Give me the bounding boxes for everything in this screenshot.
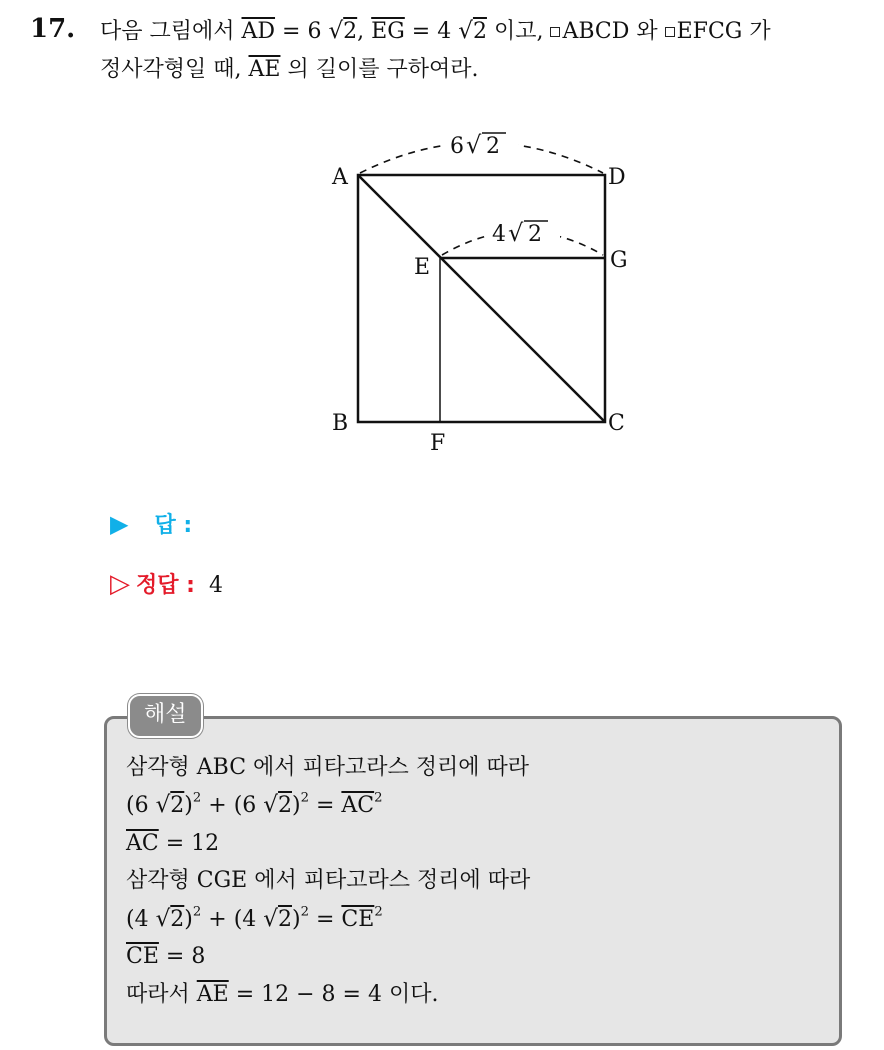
point-label-a: A — [332, 165, 348, 190]
expr-part: = 12 — [158, 831, 220, 856]
exponent: 2 — [374, 904, 383, 920]
square-abcd: ABCD — [562, 19, 630, 44]
correct-answer-value: 4 — [208, 573, 223, 598]
solution-line-4: 삼각형 CGE 에서 피타고라스 정리에 따라 — [126, 868, 531, 893]
segment-ac: $\overline{AC}$ — [126, 831, 159, 856]
segment-ce: $\overline{CE}$ — [126, 944, 159, 969]
expr-part: ) — [292, 907, 301, 932]
correct-arrow-icon: ▷ — [110, 569, 130, 599]
diagonal-ac — [358, 175, 605, 422]
segment-ae: $\overline{AE}$ — [196, 982, 229, 1007]
q-text: 의 길이를 구하여라. — [280, 57, 479, 82]
expr-part: 따라서 — [126, 982, 197, 1007]
expr-part: (6 — [126, 793, 156, 818]
solution-line-5 — [126, 904, 383, 935]
solution-line-2 — [126, 790, 383, 821]
point-label-f: F — [430, 431, 446, 456]
square-symbol-icon — [550, 27, 560, 37]
square-symbol-icon — [665, 27, 675, 37]
correct-answer-label: 정답 : — [136, 573, 195, 598]
label-eg-coef: 4 — [492, 222, 506, 247]
point-label-g: G — [610, 248, 628, 273]
question-number: 17. — [30, 14, 76, 44]
solution-line-3 — [126, 829, 219, 859]
q-text: 다음 그림에서 — [100, 19, 242, 44]
expr-part: = 12 − 8 = 4 이다. — [228, 982, 439, 1007]
exponent: 2 — [192, 904, 202, 920]
point-label-c: C — [608, 411, 625, 436]
question-line-1 — [100, 16, 771, 47]
expr-part: = — [308, 793, 342, 818]
sqrt-expression: √2 — [458, 18, 487, 44]
exponent: 2 — [300, 790, 309, 806]
solution-tab: 해설 — [128, 694, 203, 738]
label-eg-rad: 2 — [528, 222, 542, 247]
expr-part: ) — [184, 793, 193, 818]
segment-ac: $\overline{AC}$ — [341, 793, 375, 818]
q-text: 가 — [742, 19, 771, 44]
q-text: , — [357, 19, 372, 44]
label-ad-rad: 2 — [486, 134, 500, 159]
q-text: = 4 — [404, 19, 459, 44]
expr-part: ) — [292, 793, 301, 818]
expr-part: (4 — [126, 907, 156, 932]
geometry-figure — [320, 120, 640, 460]
solution-line-6 — [126, 942, 205, 972]
solution-line-1: 삼각형 ABC 에서 피타고라스 정리에 따라 — [126, 755, 530, 780]
point-label-d: D — [608, 165, 626, 190]
q-text: 정사각형일 때, — [100, 57, 249, 82]
expr-part: + (6 — [201, 793, 264, 818]
segment-eg: $\overline{EG}$ — [371, 19, 405, 44]
question-line-2 — [100, 55, 478, 85]
sqrt-expression: √2 — [328, 18, 358, 44]
sqrt-expression: √2 — [263, 792, 292, 818]
expr-part: = 8 — [158, 944, 206, 969]
sqrt-expression: √2 — [263, 906, 292, 932]
point-label-b: B — [332, 411, 349, 436]
label-ad-coef: 6 — [450, 134, 464, 159]
exponent: 2 — [374, 790, 383, 806]
exponent: 2 — [300, 904, 309, 920]
q-text: = 6 — [275, 19, 329, 44]
sqrt-expression: √2 — [155, 906, 185, 932]
expr-part: = — [308, 907, 342, 932]
sqrt-expression: √2 — [155, 792, 185, 818]
q-text: 와 — [629, 19, 665, 44]
square-efcg: EFCG — [676, 19, 743, 44]
correct-answer-row — [110, 568, 223, 599]
label-ad-sqrt-icon: √ — [466, 131, 482, 159]
segment-ce: $\overline{CE}$ — [341, 907, 375, 932]
segment-ad: $\overline{AD}$ — [241, 19, 276, 44]
point-label-e: E — [414, 255, 431, 280]
expr-part: + (4 — [201, 907, 264, 932]
answer-arrow-icon: ▶ — [110, 510, 129, 538]
answer-row — [110, 508, 192, 539]
solution-line-7 — [126, 980, 438, 1010]
answer-label: 답 : — [154, 513, 193, 538]
segment-ae: $\overline{AE}$ — [248, 57, 281, 82]
exponent: 2 — [192, 790, 202, 806]
q-text: 이고, — [486, 19, 551, 44]
expr-part: ) — [184, 907, 193, 932]
label-eg-sqrt-icon: √ — [508, 219, 524, 247]
